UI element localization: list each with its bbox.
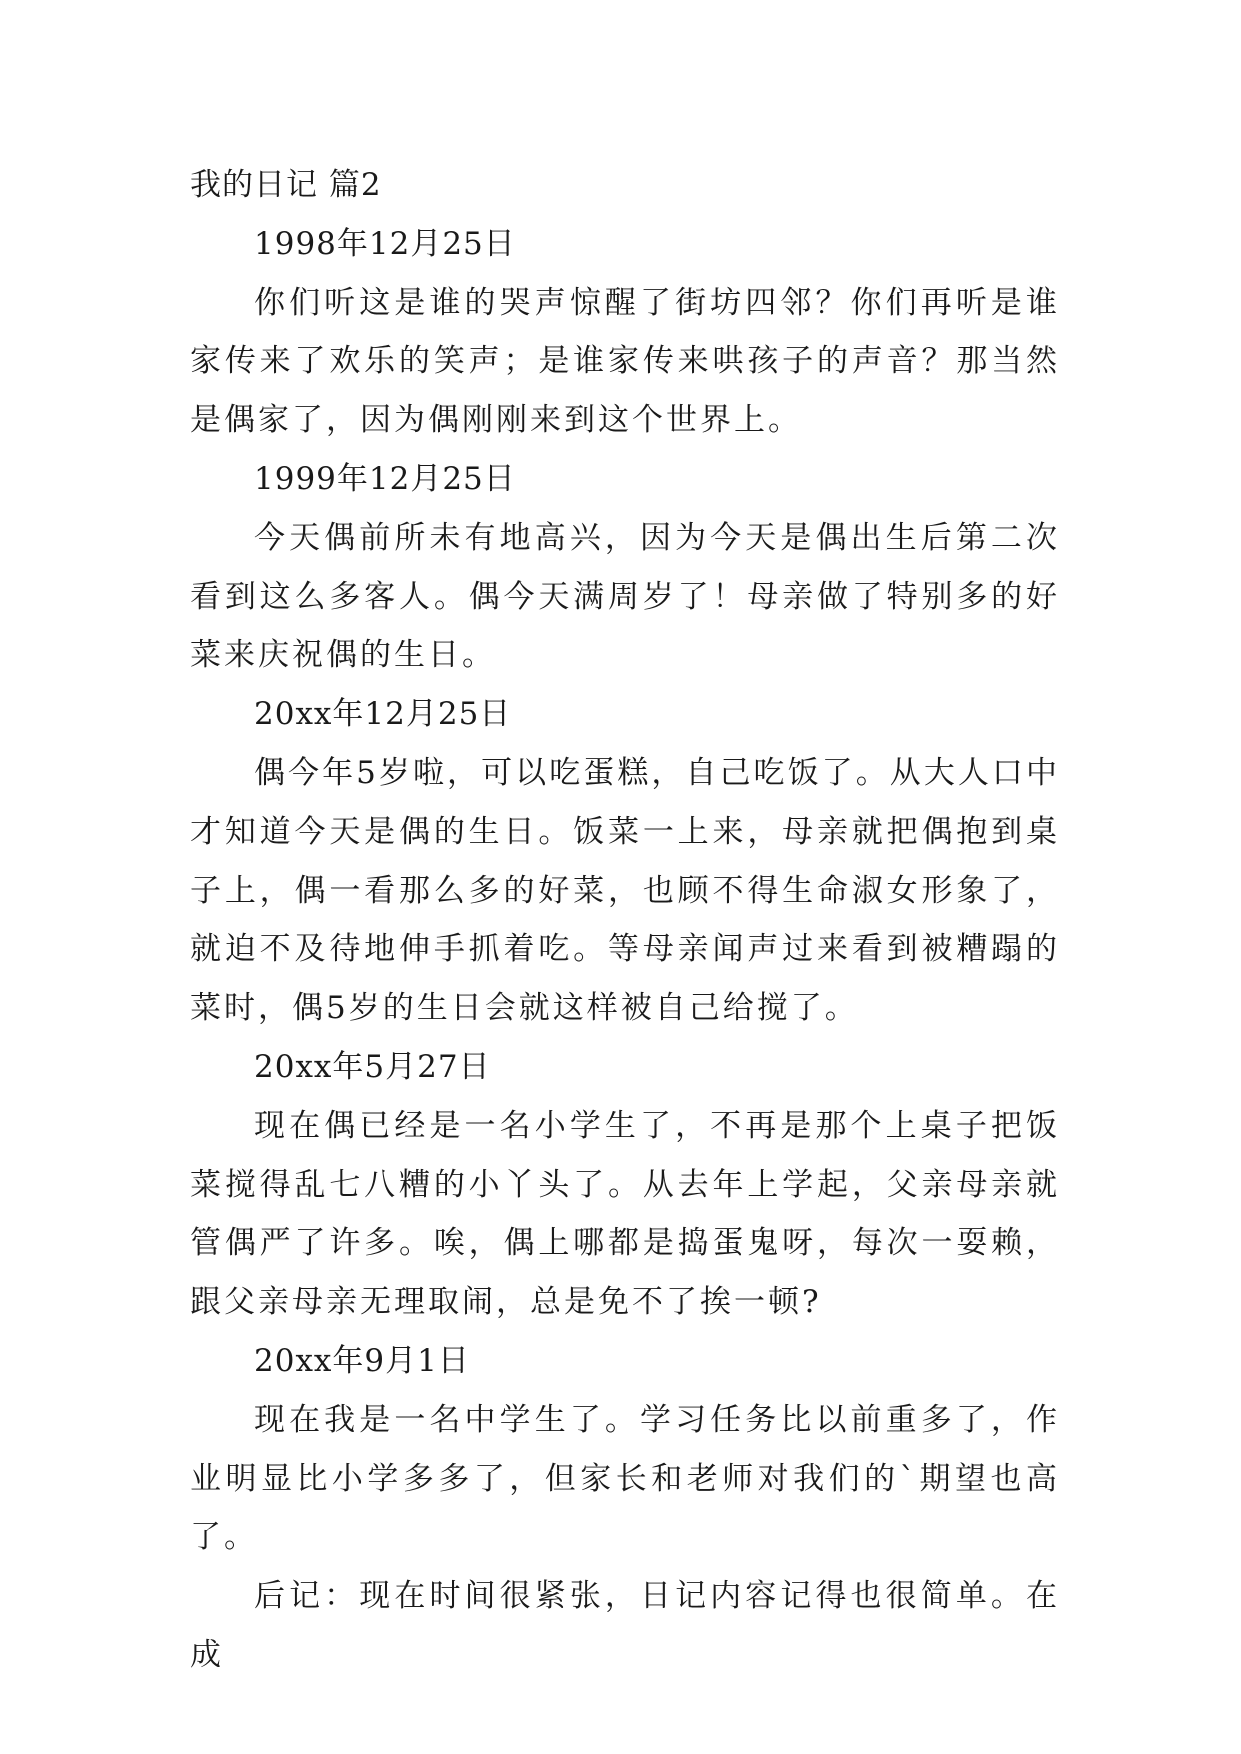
diary-text: [190, 156, 1060, 1685]
entry-date: 1999年12月25日: [254, 460, 516, 497]
entry-text: 偶今年5岁啦，可以吃蛋糕，自己吃饭了。从大人口中才知道今天是偶的生日。饭菜一上来，母亲就把偶抱到桌子上，偶一看那么多的好菜，也顾不得生命淑女形象了，就迫不及待地伸手抓着吃。等母亲闻声过来看到被糟蹋的菜时，偶5岁的生日会就这样被自己给搅了。: [190, 754, 1060, 1027]
diary-entry: [190, 215, 1060, 450]
entry-date: 20xx年12月25日: [254, 696, 512, 733]
postscript: 后记：现在时间很紧张，日记内容记得也很简单。在成: [190, 1578, 1060, 1673]
entry-text: 你们听这是谁的哭声惊醒了街坊四邻？你们再听是谁家传来了欢乐的笑声；是谁家传来哄孩子的声音？那当然是偶家了，因为偶刚刚来到这个世界上。: [190, 284, 1060, 439]
entry-date: 1998年12月25日: [254, 225, 516, 262]
entry-text: 现在偶已经是一名小学生了，不再是那个上桌子把饭菜搅得乱七八糟的小丫头了。从去年上学起，父亲母亲就管偶严了许多。唉，偶上哪都是捣蛋鬼呀，每次一耍赖，跟父亲母亲无理取闹，总是免不了挨一顿?: [190, 1107, 1060, 1321]
diary-entry: [190, 1332, 1060, 1567]
diary-entry: [190, 450, 1060, 685]
entry-text: 现在我是一名中学生了。学习任务比以前重多了，作业明显比小学多多了，但家长和老师对我们的`期望也高了。: [190, 1401, 1060, 1556]
entry-date: 20xx年5月27日: [254, 1048, 491, 1085]
entry-text: 今天偶前所未有地高兴，因为今天是偶出生后第二次看到这么多客人。偶今天满周岁了！母亲做了特别多的好菜来庆祝偶的生日。: [190, 519, 1060, 674]
diary-entry: [190, 685, 1060, 1038]
document-title: 我的日记 篇2: [190, 167, 382, 203]
entry-date: 20xx年9月1日: [254, 1342, 470, 1379]
diary-entry: [190, 1038, 1060, 1332]
